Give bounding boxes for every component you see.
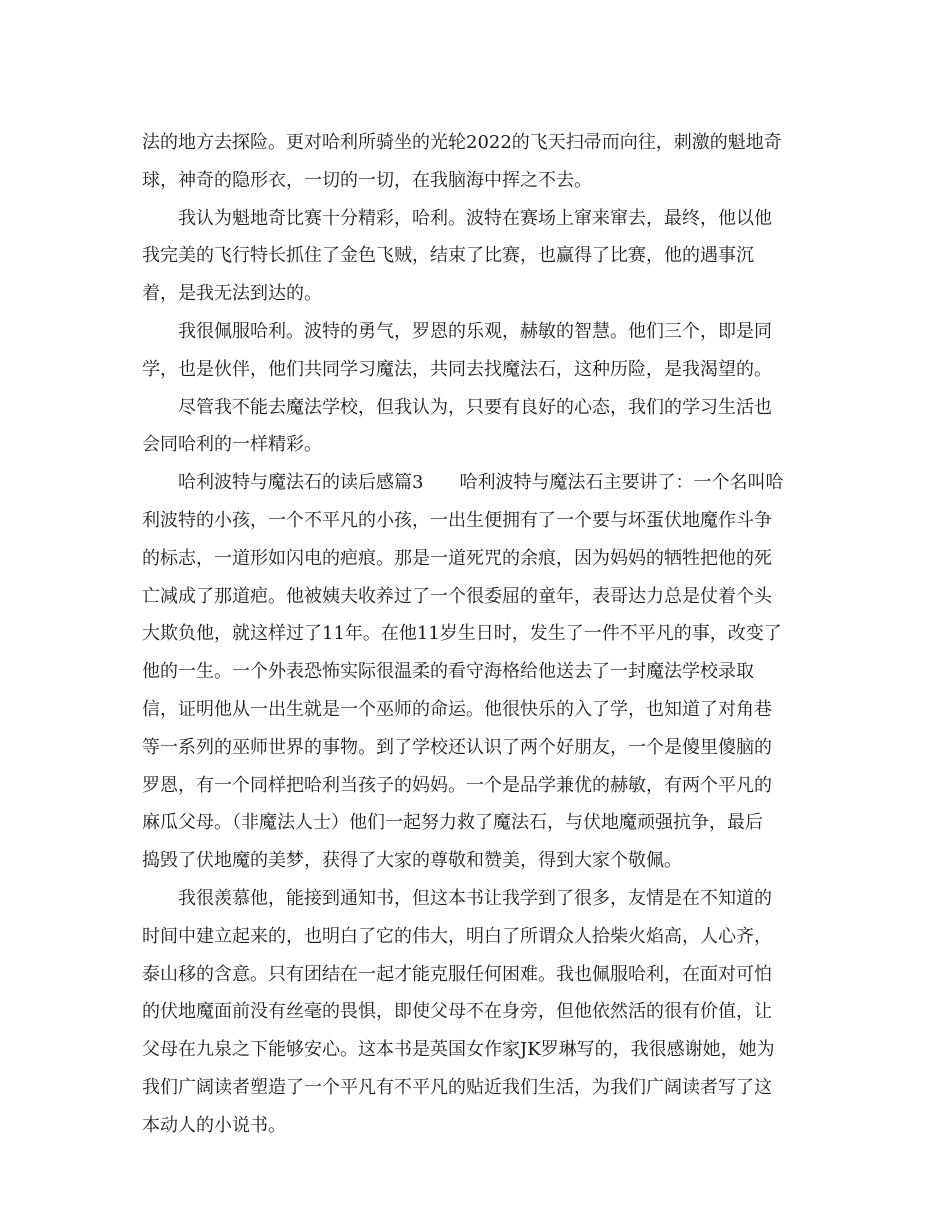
text-line: 我很羡慕他，能接到通知书，但这本书让我学到了很多，友情是在不知道的 xyxy=(178,887,772,909)
document-body xyxy=(142,124,812,1145)
text-line: 我完美的飞行特长抓住了金色飞贼，结束了比赛，也赢得了比赛，他的遇事沉 xyxy=(142,245,754,267)
text-line: 的标志，一道形如闪电的疤痕。那是一道死咒的余痕，因为妈妈的牺牲把他的死 xyxy=(142,547,772,569)
text-line: 我们广阔读者塑造了一个平凡有不平凡的贴近我们生活，为我们广阔读者写了这 xyxy=(142,1076,772,1098)
text-line: 的伏地魔面前没有丝毫的畏惧，即使父母不在身旁，但他依然活的很有价值，让 xyxy=(142,1001,772,1023)
text-line: 时间中建立起来的，也明白了它的伟大，明白了所谓众人拾柴火焰高，人心齐， xyxy=(142,925,772,947)
text-line: 我认为魁地奇比赛十分精彩，哈利。波特在赛场上窜来窜去，最终，他以他 xyxy=(178,207,772,229)
text-line: 会同哈利的一样精彩。 xyxy=(142,434,322,456)
text-line: 捣毁了伏地魔的美梦，获得了大家的尊敬和赞美，得到大家个敬佩。 xyxy=(142,850,682,872)
text-line: 大欺负他，就这样过了11年。在他11岁生日时，发生了一件不平凡的事，改变了 xyxy=(142,623,782,645)
text-line: 他的一生。一个外表恐怖实际很温柔的看守海格给他送去了一封魔法学校录取 xyxy=(142,661,754,683)
text-line: 学，也是伙伴，他们共同学习魔法，共同去找魔法石，这种历险，是我渴望的。 xyxy=(142,358,772,380)
text-line: 哈利波特与魔法石的读后感篇3 哈利波特与魔法石主要讲了：一个名叫哈 xyxy=(178,472,784,494)
text-line: 法的地方去探险。更对哈利所骑坐的光轮2022的飞天扫帚而向往，刺激的魁地奇 xyxy=(142,132,782,153)
text-line: 本动人的小说书。 xyxy=(142,1114,286,1136)
text-line: 罗恩，有一个同样把哈利当孩子的妈妈。一个是品学兼优的赫敏，有两个平凡的 xyxy=(142,774,772,796)
text-line: 泰山移的含意。只有团结在一起才能克服任何困难。我也佩服哈利，在面对可怕 xyxy=(142,963,772,985)
text-line: 我很佩服哈利。波特的勇气，罗恩的乐观，赫敏的智慧。他们三个，即是同 xyxy=(178,320,772,342)
text-line: 亡减成了那道疤。他被姨夫收养过了一个很委屈的童年，表哥达力总是仗着个头 xyxy=(142,585,772,607)
text-line: 利波特的小孩，一个不平凡的小孩，一出生便拥有了一个要与坏蛋伏地魔作斗争 xyxy=(142,509,772,531)
text-line: 着，是我无法到达的。 xyxy=(142,283,322,305)
text-line: 尽管我不能去魔法学校，但我认为，只要有良好的心态，我们的学习生活也 xyxy=(178,396,772,418)
text-line: 麻瓜父母。（非魔法人士）他们一起努力救了魔法石，与伏地魔顽强抗争，最后 xyxy=(142,812,763,834)
text-line: 信，证明他从一出生就是一个巫师的命运。他很快乐的入了学，也知道了对角巷 xyxy=(142,698,772,720)
text-line: 球，神奇的隐形衣，一切的一切，在我脑海中挥之不去。 xyxy=(142,169,592,191)
text-line: 父母在九泉之下能够安心。这本书是英国女作家JK罗琳写的，我很感谢她，她为 xyxy=(142,1039,775,1061)
text-line: 等一系列的巫师世界的事物。到了学校还认识了两个好朋友，一个是傻里傻脑的 xyxy=(142,736,772,758)
